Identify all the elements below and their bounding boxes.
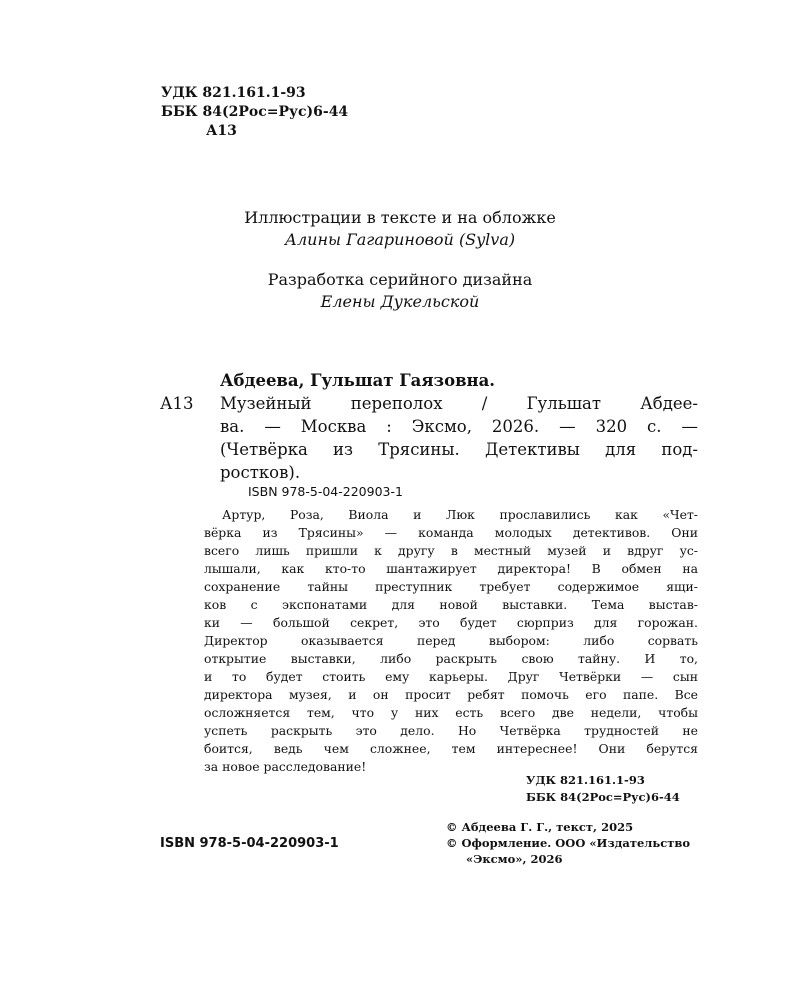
annotation-line: вёрка из Трясины» — команда молодых детективов. Они bbox=[204, 525, 698, 540]
annotation-line: и то будет стоить ему карьеры. Друг Четвёрки — сын bbox=[204, 669, 698, 684]
entry-heading: Абдеева, Гульшат Гаязовна. bbox=[220, 371, 496, 390]
illustrator-name: Алины Гагариновой (Sylva) bbox=[284, 230, 516, 249]
entry-isbn: ISBN 978-5-04-220903-1 bbox=[248, 484, 403, 499]
design-label: Разработка серийного дизайна bbox=[267, 270, 533, 289]
annotation-line: осложняется тем, что у них есть всего две недели, чтобы bbox=[204, 705, 698, 720]
bbk-code: ББК 84(2Рос=Рус)6-44 bbox=[161, 104, 349, 120]
annotation-line: за новое расследование! bbox=[204, 759, 367, 774]
annotation-line: сохранение тайны преступник требует содержимое ящи- bbox=[204, 579, 698, 594]
annotation-line: открытие выставки, либо раскрыть свою тайну. И то, bbox=[204, 651, 698, 666]
udk-code: УДК 821.161.1-93 bbox=[161, 85, 306, 101]
isbn-bottom: ISBN 978-5-04-220903-1 bbox=[160, 836, 339, 851]
annotation-line: ков с экспонатами для новой выставки. Тема выстав- bbox=[204, 597, 698, 612]
entry-description bbox=[220, 392, 698, 484]
entry-line: (Четвёрка из Трясины. Детективы для под- bbox=[220, 440, 698, 459]
entry-line: ва. — Москва : Эксмо, 2026. — 320 с. — bbox=[220, 417, 698, 436]
annotation-line: Директор оказывается перед выбором: либо сорвать bbox=[204, 633, 698, 648]
annotation-line: боится, ведь чем сложнее, тем интереснее! Они берутся bbox=[204, 741, 698, 756]
copyright-design: © Оформление. ООО «Издательство bbox=[446, 836, 690, 850]
annotation-line: всего лишь пришли к другу в местный музей и вдруг ус- bbox=[204, 543, 698, 558]
bottom-bbk-code: ББК 84(2Рос=Рус)6-44 bbox=[526, 790, 680, 804]
annotation-line: ки — большой секрет, это будет сюрприз для горожан. bbox=[204, 615, 698, 630]
bottom-udk-code: УДК 821.161.1-93 bbox=[526, 773, 645, 787]
annotation bbox=[204, 506, 698, 776]
author-mark: А13 bbox=[206, 123, 237, 139]
annotation-line: успеть раскрыть это дело. Но Четвёрка трудностей не bbox=[204, 723, 698, 738]
entry-line: ростков). bbox=[220, 463, 301, 482]
annotation-line: директора музея, и он просит ребят помочь его папе. Все bbox=[204, 687, 698, 702]
copyright-publisher: «Эксмо», 2026 bbox=[466, 852, 563, 866]
entry-author-mark: А13 bbox=[160, 394, 194, 413]
illustrations-label: Иллюстрации в тексте и на обложке bbox=[244, 208, 556, 227]
designer-name: Елены Дукельской bbox=[320, 292, 480, 311]
entry-line: Музейный переполох / Гульшат Абдее- bbox=[220, 394, 698, 413]
annotation-line: лышали, как кто-то шантажирует директора! В обмен на bbox=[204, 561, 698, 576]
copyright-text: © Абдеева Г. Г., текст, 2025 bbox=[446, 820, 634, 834]
annotation-line: Артур, Роза, Виола и Люк прославились как «Чет- bbox=[222, 507, 698, 522]
